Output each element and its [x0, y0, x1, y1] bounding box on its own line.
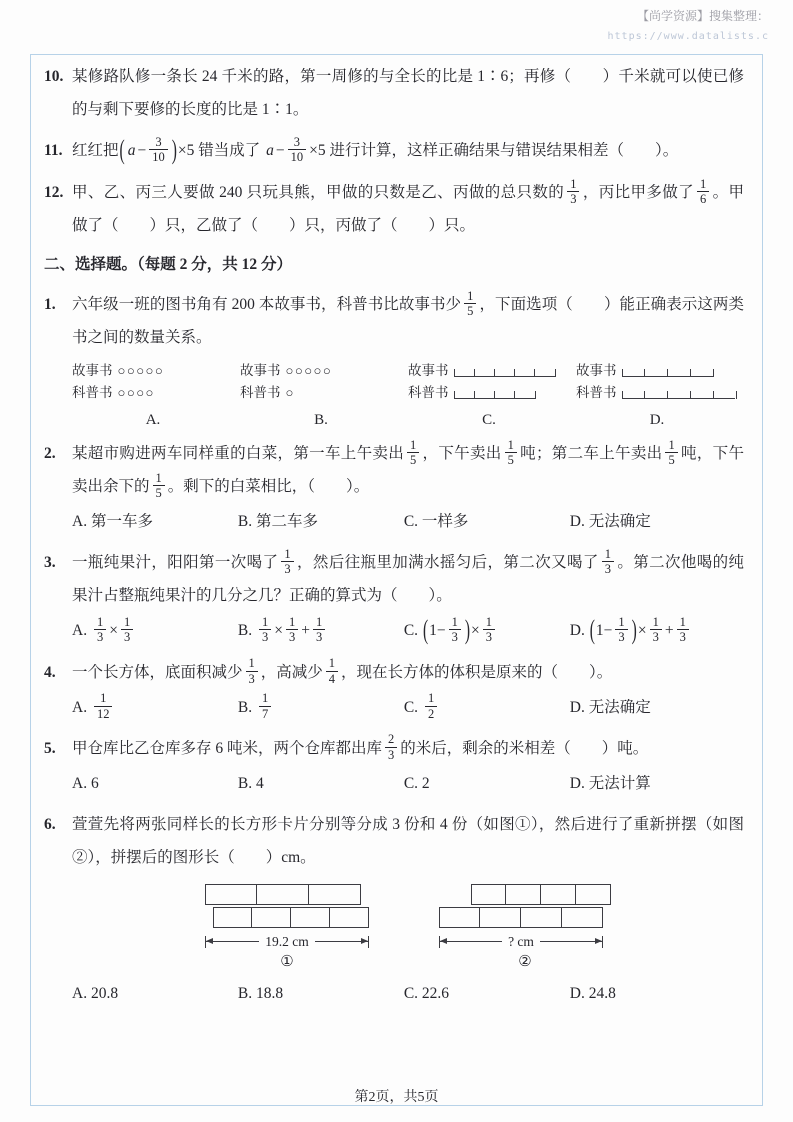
series-label: 科普书	[72, 384, 113, 400]
option-d: D. 24.8	[569, 984, 616, 1002]
choice-4-number: 4.	[44, 663, 56, 681]
dimension-label: ? cm	[508, 933, 534, 949]
option-b: B. $\frac{1}{3}$ × $\frac{1}{3}$ + $\frac{1}{3}$	[238, 614, 404, 648]
option-d: D. 无法确定	[569, 698, 651, 716]
segment-bar-diagram	[622, 365, 714, 377]
dimension-label: 19.2 cm	[265, 933, 309, 949]
option-d: D. (1− $\frac{1}{3}$ )× $\frac{1}{3}$ + $\frac{1}{3}$	[570, 614, 744, 648]
series-label: 科普书	[576, 384, 617, 400]
question-12	[44, 176, 744, 242]
choice-3-options	[72, 614, 744, 648]
choice-5-options	[72, 767, 744, 800]
choice-6-options	[72, 977, 744, 1010]
card-divided-into-4	[213, 907, 369, 928]
circle-diagram: ○	[285, 384, 295, 400]
option-a: A. $\frac{1}{12}$	[72, 691, 238, 724]
choice-2-number: 2.	[44, 444, 56, 462]
circle-diagram: ○○○○○	[117, 362, 165, 378]
watermark-url: https://www.datalists.c	[607, 31, 769, 42]
arrow-right-icon	[540, 941, 602, 942]
segment-bar-diagram	[622, 387, 737, 399]
choice-2-options	[72, 505, 744, 538]
option-c: C. (1− $\frac{1}{3}$ )× $\frac{1}{3}$	[404, 614, 570, 648]
arrow-right-icon	[315, 941, 368, 942]
option-a: A. 20.8	[72, 984, 119, 1002]
choice-1-number: 1.	[44, 295, 56, 313]
option-d: D. 无法确定	[569, 512, 651, 530]
page-content	[44, 60, 744, 1018]
choice-2-stem: 某超市购进两车同样重的白菜，第一车上午卖出 $\frac{1}{5}$ ，下午卖出 $\frac{1}{5}$ 吨；第二车上午卖出 $\frac{1}{5}$ 吨，下午卖出余下的 $\frac{1}{5}$ 。剩下的白菜相比，（ ）。	[72, 437, 744, 500]
option-letter: B.	[314, 411, 328, 428]
choice-question-4	[44, 656, 744, 724]
figure-1	[205, 884, 369, 971]
choice-5-number: 5.	[44, 739, 56, 757]
page-footer: 第2页，共5页	[354, 1090, 439, 1105]
rearranged-card-bottom	[439, 907, 611, 928]
option-c: C. 2	[403, 774, 430, 792]
diagram-row	[408, 382, 570, 404]
choice-6-stem: 萱萱先将两张同样长的长方形卡片分别等分成 3 份和 4 份（如图①），然后进行了重新拼摆（如图②），拼摆后的图形长（ ）cm。	[72, 815, 744, 866]
diagram-option-a	[72, 360, 240, 429]
series-label: 故事书	[72, 362, 113, 378]
arrow-left-icon	[206, 941, 259, 942]
diagram-row	[240, 382, 402, 404]
choice-6-number: 6.	[44, 815, 56, 833]
diagram-row	[576, 382, 738, 404]
series-label: 故事书	[408, 362, 449, 378]
watermark-source: 【尚学资源】搜集整理：	[636, 9, 769, 23]
choice-6-figures	[72, 884, 744, 971]
series-label: 科普书	[240, 384, 281, 400]
card-divided-into-3	[205, 884, 369, 905]
series-label: 故事书	[240, 362, 281, 378]
option-b: B. $\frac{1}{7}$	[238, 691, 404, 724]
choice-3-number: 3.	[44, 553, 56, 571]
choice-question-5	[44, 732, 744, 800]
arrow-left-icon	[440, 941, 502, 942]
question-11	[44, 134, 744, 168]
option-b: B. 4	[237, 774, 264, 792]
option-a: A. $\frac{1}{3}$ × $\frac{1}{3}$	[72, 614, 238, 648]
choice-1-stem: 六年级一班的图书角有 200 本故事书，科普书比故事书少 $\frac{1}{5}$ ，下面选项（ ）能正确表示这两类书之间的数量关系。	[72, 288, 744, 346]
segment-bar-diagram	[454, 365, 556, 377]
option-b: B. 第二车多	[237, 512, 319, 530]
rearranged-card-top	[471, 884, 611, 905]
choice-5-stem: 甲仓库比乙仓库多存 6 吨米，两个仓库都出库 $\frac{2}{3}$ 的米后，剩余的米相差（ ）吨。	[72, 732, 649, 762]
question-10	[44, 60, 744, 126]
series-label: 科普书	[408, 384, 449, 400]
option-a: A. 6	[72, 774, 99, 792]
question-12-text: 甲、乙、丙三人要做 240 只玩具熊，甲做的只数是乙、丙做的总只数的 $\frac{1}{3}$ ，丙比甲多做了 $\frac{1}{6}$ 。甲做了（ ）只，乙做了（ ）只，丙做了（ ）只。	[72, 176, 744, 234]
diagram-row	[240, 360, 402, 382]
choice-question-2	[44, 437, 744, 538]
figure-tag: ②	[518, 953, 532, 970]
option-c: C. 一样多	[403, 512, 469, 530]
question-10-text: 某修路队修一条长 24 千米的路，第一周修的与全长的比是 1∶6；再修（ ）千米就可以使已修的与剩下要修的长度的比是 1∶1。	[72, 68, 744, 118]
diagram-row	[72, 382, 234, 404]
watermark	[608, 7, 769, 42]
question-11-text: 红红把( a − $\frac{3}{10}$ )×5 错当成了 a − $\frac{3}{10}$ ×5 进行计算，这样正确结果与错误结果相差（ ）。	[72, 134, 679, 166]
choice-3-stem: 一瓶纯果汁，阳阳第一次喝了 $\frac{1}{3}$ ，然后往瓶里加满水摇匀后，第二次又喝了 $\frac{1}{3}$ 。第二次他喝的纯果汁占整瓶纯果汁的几分之几？正确的算式为（ ）。	[72, 546, 744, 604]
diagram-option-d	[576, 360, 744, 429]
option-letter: D.	[649, 411, 665, 428]
diagram-row	[576, 360, 738, 382]
option-b: B. 18.8	[237, 984, 284, 1002]
option-c: C. 22.6	[403, 984, 450, 1002]
series-label: 故事书	[576, 362, 617, 378]
segment-bar-diagram	[454, 387, 536, 399]
section-2-title: 二、选择题。（每题 2 分，共 12 分）	[44, 255, 293, 273]
diagram-option-c	[408, 360, 576, 429]
option-letter: A.	[145, 411, 161, 428]
figure-tag: ①	[280, 953, 294, 970]
diagram-option-b	[240, 360, 408, 429]
option-letter: C.	[482, 411, 496, 428]
choice-4-options	[72, 691, 744, 724]
dimension-line	[439, 933, 603, 949]
figure-2	[439, 884, 611, 971]
question-12-number: 12.	[44, 183, 64, 201]
diagram-row	[408, 360, 570, 382]
option-a: A. 第一车多	[72, 512, 153, 530]
question-11-number: 11.	[44, 142, 63, 159]
choice-question-1	[44, 288, 744, 429]
question-10-number: 10.	[44, 68, 64, 85]
circle-diagram: ○○○○	[117, 384, 155, 400]
choice-question-3	[44, 546, 744, 648]
option-d: D. 无法计算	[569, 774, 651, 792]
diagram-row	[72, 360, 234, 382]
dimension-line	[205, 933, 369, 949]
option-c: C. $\frac{1}{2}$	[404, 691, 570, 724]
circle-diagram: ○○○○○	[285, 362, 333, 378]
choice-4-stem: 一个长方体，底面积减少 $\frac{1}{3}$ ，高减少 $\frac{1}{4}$ ，现在长方体的体积是原来的（ ）。	[72, 656, 613, 686]
choice-1-diagram-options	[72, 360, 744, 429]
choice-question-6	[44, 808, 744, 1010]
